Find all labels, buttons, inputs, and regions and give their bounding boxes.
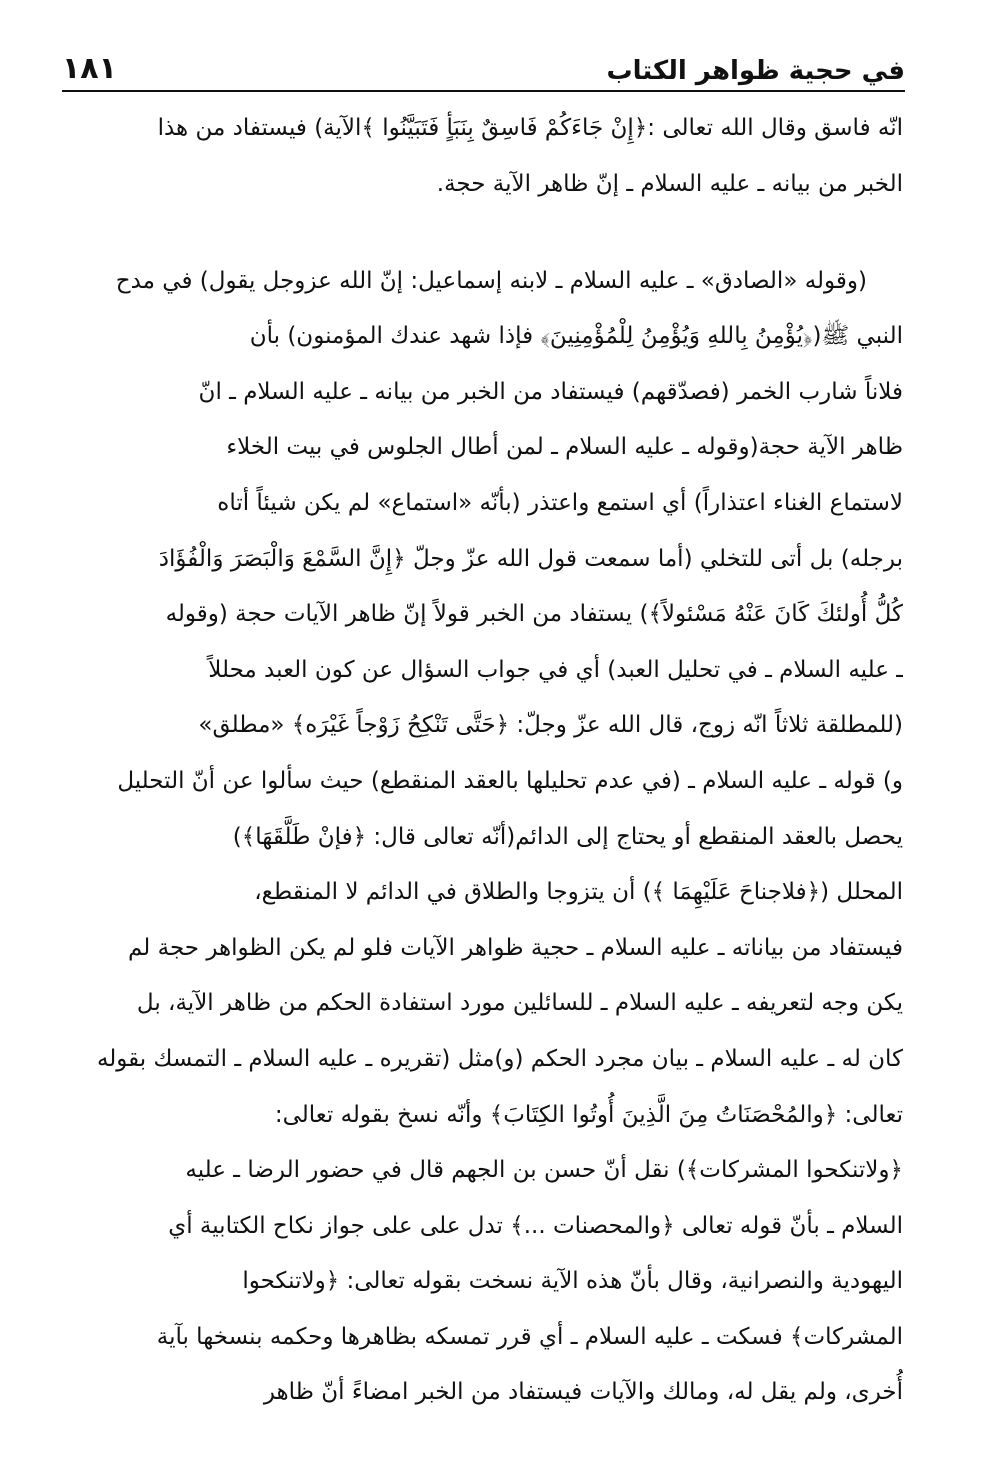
text-line: الخبر من بيانه ـ عليه السلام ـ إنّ ظاهر الآية حجة. (436, 171, 903, 197)
text-line: المحلل (﴿فلاجناحَ عَلَيْهِمَا ﴾) أن يتزوجا والطلاق في الدائم لا المنقطع، (254, 879, 903, 906)
text-line: النبي ﷺ(﴿يُؤْمِنُ بِاللهِ وَيُؤْمِنُ لِلْمُؤْمِنِينَ﴾ فإذا شهد عندك المؤمنون) بأن (249, 323, 903, 350)
text-line: تعالى: ﴿والمُحْصَنَاتُ مِنَ الَّذِينَ أُوتُوا الكِتَابَ﴾ وأنّه نسخ بقوله تعالى: (274, 1101, 903, 1128)
text-line: فيستفاد من بياناته ـ عليه السلام ـ حجية ظواهر الآيات فلو لم يكن الظواهر حجة لم (127, 934, 903, 961)
text-line: (وقوله «الصادق» ـ عليه السلام ـ لابنه إسماعيل: إنّ الله عزوجل يقول) في مدح (115, 267, 867, 294)
text-line: برجله) بل أتى للتخلي (أما سمعت قول الله عزّ وجلّ ﴿إِنَّ السَّمْعَ وَالْبَصَرَ وَالْفُؤَادَ (158, 545, 903, 572)
running-title: في حجية ظواهر الكتاب (606, 56, 905, 86)
text-line: كان له ـ عليه السلام ـ بيان مجرد الحكم (و)مثل (تقريره ـ عليه السلام ـ التمسك بقوله (96, 1045, 903, 1072)
paragraph-gap (66, 213, 903, 254)
page-body (66, 100, 903, 1421)
text-line: يكن وجه لتعريفه ـ عليه السلام ـ للسائلين مورد استفادة الحكم من ظاهر الآية، بل (136, 990, 903, 1017)
text-line: اليهودية والنصرانية، وقال بأنّ هذه الآية نسخت بقوله تعالى: ﴿ولاتنكحوا (242, 1268, 903, 1295)
text-line: ﴿ولاتنكحوا المشركات﴾) نقل أنّ حسن بن الجهم قال في حضور الرضا ـ عليه (185, 1157, 903, 1184)
text-line: أُخرى، ولم يقل له، ومالك والآيات فيستفاد من الخبر امضاءً أنّ ظاهر (263, 1379, 903, 1406)
text-line: فلاناً شارب الخمر (فصدّقهم) فيستفاد من الخبر من بيانه ـ عليه السلام ـ انّ (198, 378, 903, 405)
paragraph-2 (66, 254, 903, 1421)
text-line: يحصل بالعقد المنقطع أو يحتاج إلى الدائم(أنّه تعالى قال: ﴿فإنْ طَلَّقَهَا﴾) (232, 823, 903, 850)
header-rule (62, 90, 905, 92)
paragraph-1 (66, 100, 903, 213)
text-line: السلام ـ بأنّ قوله تعالى ﴿والمحصنات ...﴾ تدل على على جواز نكاح الكتابية أي (168, 1212, 903, 1239)
text-line: انّه فاسق وقال الله تعالى :﴿إِنْ جَاءَكُمْ فَاسِقٌ بِنَبَأٍ فَتَبَيَّنُوا ﴾الآية) فيستفاد من هذا (157, 115, 903, 141)
text-line: (للمطلقة ثلاثاً انّه زوج، قال الله عزّ وجلّ: ﴿حَتَّى تَنْكِحُ زَوْجاً غَيْرَه﴾ «مطلق» (198, 712, 903, 739)
text-line: كُلُّ أُولئكَ كَانَ عَنْهُ مَسْئولاً﴾) يستفاد من الخبر قولاً إنّ ظاهر الآيات حجة (وقوله (165, 601, 903, 628)
text-line: و) قوله ـ عليه السلام ـ (في عدم تحليلها بالعقد المنقطع) حيث سألوا عن أنّ التحليل (117, 767, 903, 794)
page-header (62, 32, 905, 84)
text-line: ظاهر الآية حجة(وقوله ـ عليه السلام ـ لمن أطال الجلوس في بيت الخلاء (226, 434, 903, 461)
text-line: لاستماع الغناء اعتذاراً) أي استمع واعتذر (بأنّه «استماع» لم يكن شيئاً أتاه (217, 489, 903, 516)
text-line: ـ عليه السلام ـ في تحليل العبد) أي في جواب السؤال عن كون العبد محللاً (208, 656, 903, 683)
page-number: ١٨١ (62, 51, 117, 86)
text-line: المشركات﴾ فسكت ـ عليه السلام ـ أي قرر تمسكه بظاهرها وحكمه بنسخها بآية (156, 1323, 903, 1350)
